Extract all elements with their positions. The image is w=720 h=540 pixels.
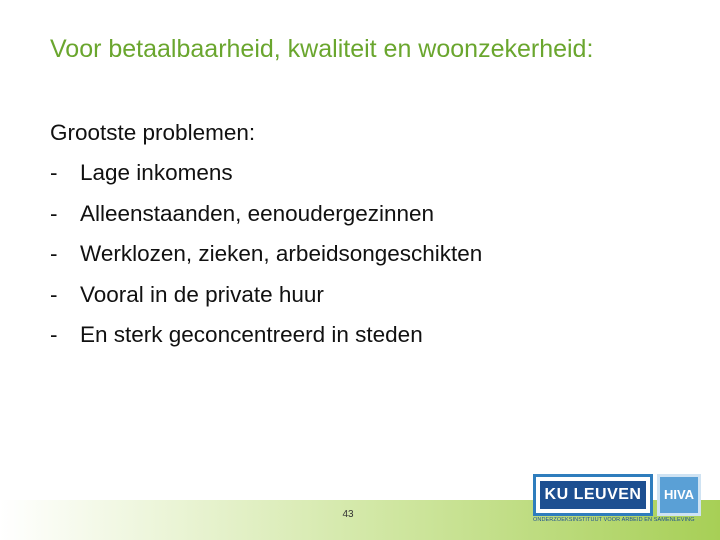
bullet-text: Vooral in de private huur	[80, 281, 324, 307]
institution-logo	[533, 474, 703, 524]
bullet-text: Werklozen, zieken, arbeidsongeschikten	[80, 241, 483, 266]
hiva-logo: HIVA	[657, 474, 701, 516]
list-item	[50, 153, 690, 194]
bullet-dash: -	[50, 281, 58, 307]
list-item	[50, 275, 690, 316]
bullet-text: Alleenstaanden, eenoudergezinnen	[80, 200, 435, 226]
bullet-text: En sterk geconcentreerd in steden	[80, 322, 423, 347]
bullet-dash: -	[50, 200, 58, 226]
slide-body	[50, 113, 690, 356]
ku-leuven-wordmark: KU LEUVEN	[540, 481, 646, 509]
page-number: 43	[342, 509, 354, 520]
bullet-text: Lage inkomens	[80, 160, 233, 185]
intro-text: Grootste problemen:	[50, 120, 256, 145]
bullet-dash: -	[50, 241, 58, 266]
list-item	[50, 234, 690, 275]
list-item	[50, 194, 690, 235]
slide-title: Voor betaalbaarheid, kwaliteit en woonzekerheid:	[50, 35, 594, 63]
logo-subtitle: ONDERZOEKSINSTITUUT VOOR ARBEID EN SAMENLEVING	[533, 517, 695, 523]
bullet-dash: -	[50, 160, 58, 185]
ku-leuven-logo	[533, 474, 653, 516]
list-item	[50, 315, 690, 356]
bullet-dash: -	[50, 322, 58, 347]
bullet-list	[50, 153, 690, 356]
